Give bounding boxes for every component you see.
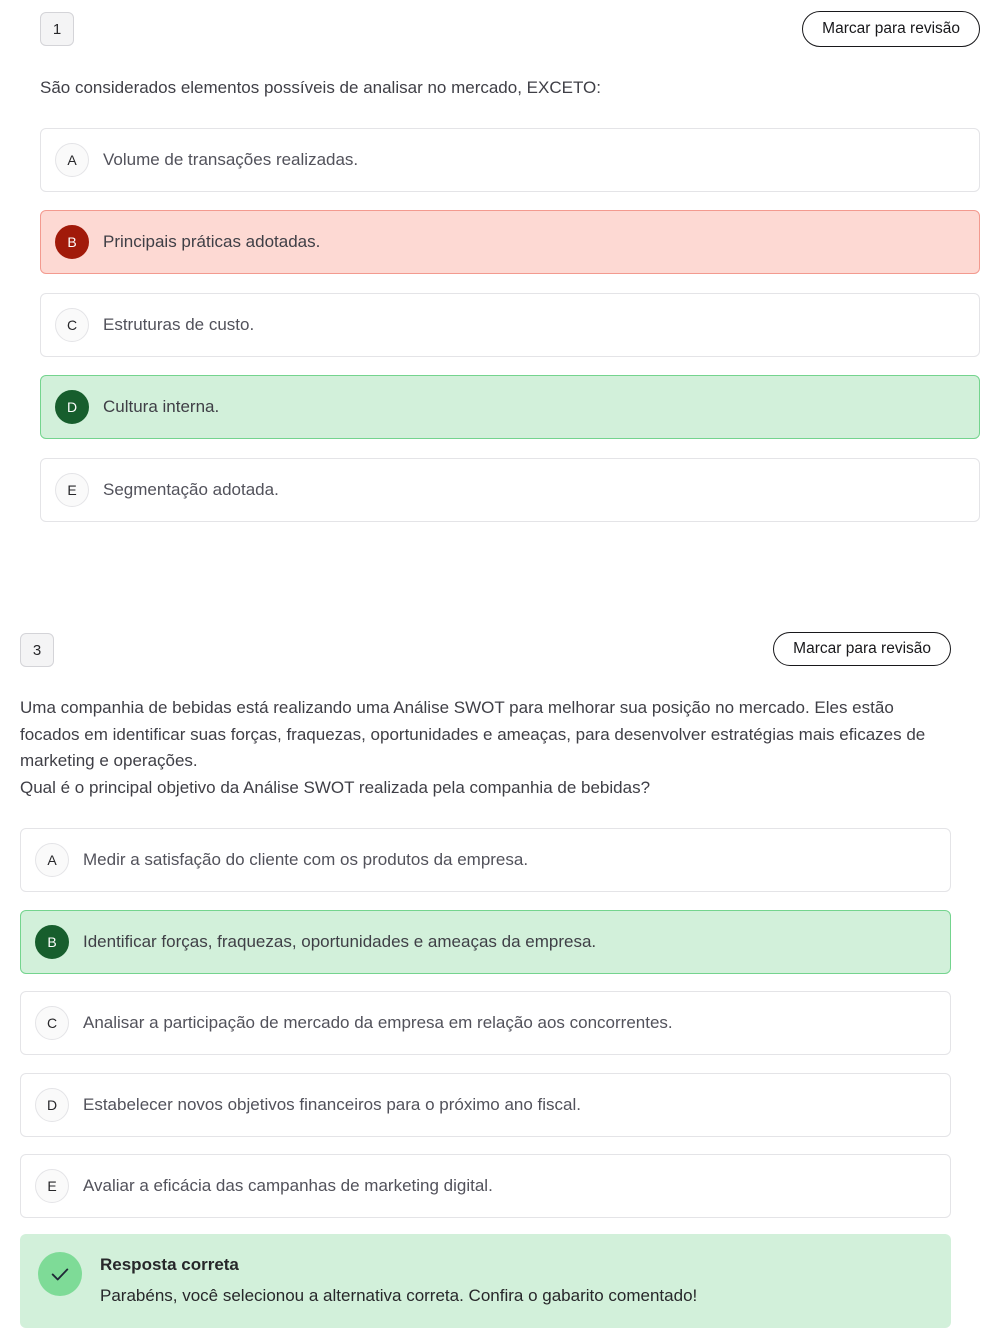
- option-text: Analisar a participação de mercado da empresa em relação aos concorrentes.: [83, 1013, 673, 1032]
- option-c[interactable]: [40, 293, 980, 357]
- option-text: Estabelecer novos objetivos financeiros para o próximo ano fiscal.: [83, 1094, 581, 1114]
- option-text: Volume de transações realizadas.: [103, 149, 359, 169]
- question-text-line: São considerados elementos possíveis de analisar no mercado, EXCETO:: [40, 78, 601, 97]
- mark-for-review-button[interactable]: Marcar para revisão: [773, 632, 951, 666]
- question-header: [20, 620, 951, 680]
- question-3: [20, 620, 951, 1236]
- option-letter: D: [35, 1088, 69, 1122]
- option-letter: A: [55, 143, 89, 177]
- option-letter: B: [55, 225, 89, 259]
- option-text: Principais práticas adotadas.: [103, 232, 321, 251]
- option-b[interactable]: [40, 210, 980, 274]
- option-b[interactable]: [20, 910, 951, 974]
- question-number: 3: [20, 633, 54, 667]
- option-c[interactable]: [20, 991, 951, 1055]
- feedback-title: Resposta correta: [100, 1255, 239, 1274]
- option-text: Avaliar a eficácia das campanhas de marketing digital.: [83, 1176, 493, 1195]
- mark-for-review-button[interactable]: Marcar para revisão: [802, 11, 980, 47]
- question-header: [40, 0, 980, 60]
- option-e[interactable]: [40, 458, 980, 522]
- option-text: Identificar forças, fraquezas, oportunidades e ameaças da empresa.: [83, 931, 597, 951]
- question-text-line: Qual é o principal objetivo da Análise SWOT realizada pela companhia de bebidas?: [20, 777, 651, 797]
- option-letter: E: [55, 473, 89, 507]
- option-letter: C: [35, 1006, 69, 1040]
- question-text-line: Uma companhia de bebidas está realizando uma Análise SWOT para melhorar sua posição no mercado. Eles estão focados em identificar suas forças, fraquezas, oportunidades e ameaças, para desenvolver estratégias mais eficazes de marketing e operações.: [20, 698, 926, 770]
- question-text: [40, 75, 980, 102]
- options-list: [40, 128, 980, 522]
- option-letter: A: [35, 843, 69, 877]
- check-icon: [38, 1252, 82, 1296]
- question-number: 1: [40, 12, 74, 46]
- option-text: Cultura interna.: [103, 397, 220, 416]
- option-letter: E: [35, 1169, 69, 1203]
- option-d[interactable]: [40, 375, 980, 439]
- option-a[interactable]: [20, 828, 951, 892]
- option-letter: C: [55, 308, 89, 342]
- option-text: Segmentação adotada.: [103, 479, 279, 499]
- option-letter: B: [35, 925, 69, 959]
- option-e[interactable]: [20, 1154, 951, 1218]
- option-text: Estruturas de custo.: [103, 314, 255, 334]
- option-d[interactable]: [20, 1073, 951, 1137]
- question-text: [20, 695, 951, 801]
- option-letter: D: [55, 390, 89, 424]
- option-text: Medir a satisfação do cliente com os produtos da empresa.: [83, 850, 529, 869]
- answer-feedback: [20, 1234, 951, 1328]
- question-1: [40, 0, 980, 540]
- option-a[interactable]: [40, 128, 980, 192]
- options-list: [20, 828, 951, 1218]
- feedback-message: Parabéns, você selecionou a alternativa correta. Confira o gabarito comentado!: [100, 1286, 698, 1305]
